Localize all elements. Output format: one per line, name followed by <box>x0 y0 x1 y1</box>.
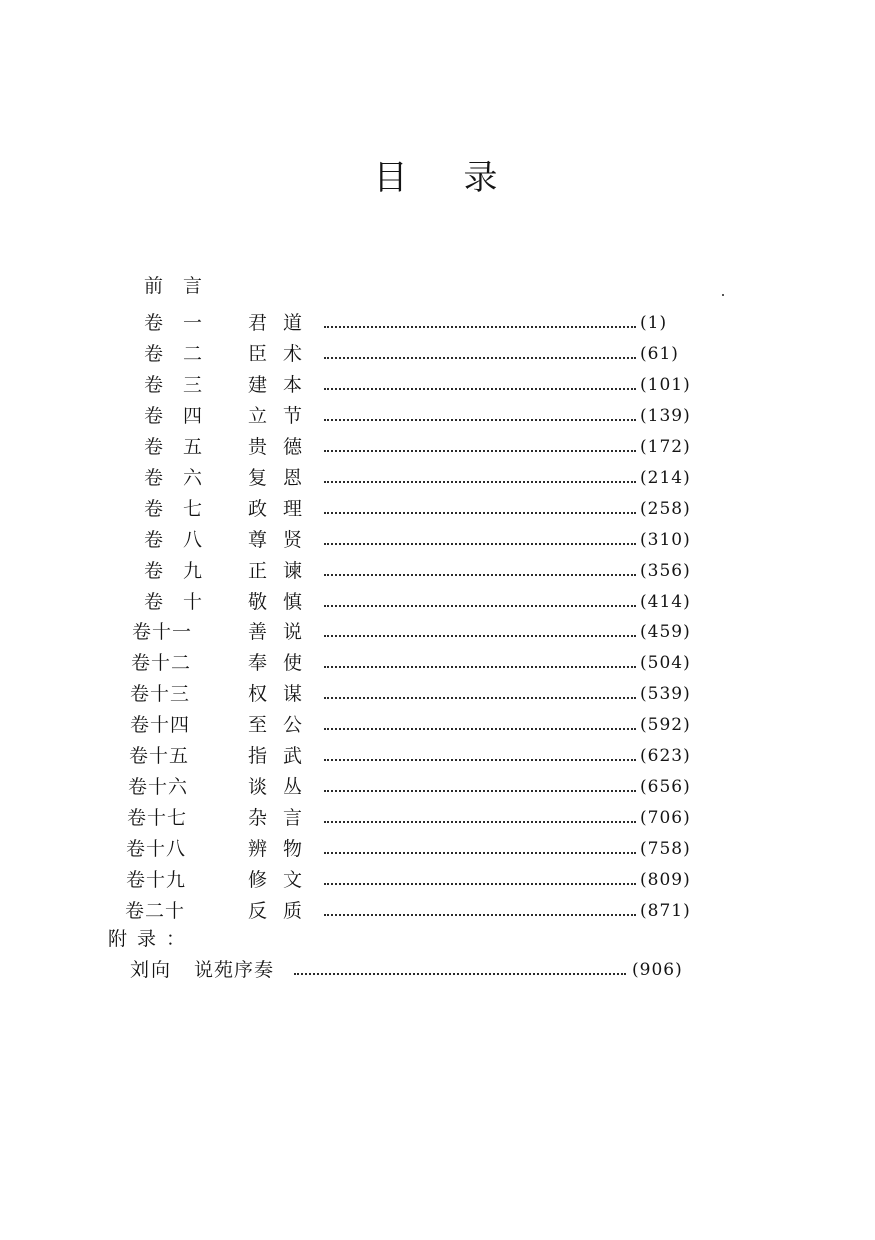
chapter-title: 反质 <box>248 900 319 922</box>
volume-label: 卷九 <box>144 560 223 582</box>
page-number: (1) <box>640 313 668 333</box>
chapter-title: 指武 <box>248 745 319 767</box>
page-number: (592) <box>640 715 691 735</box>
page-number: (214) <box>640 468 691 488</box>
dot-leader <box>324 728 636 730</box>
page-number: (310) <box>640 530 691 550</box>
volume-label: 卷十九 <box>126 869 187 891</box>
page-number: (172) <box>640 437 691 457</box>
chapter-title: 正谏 <box>248 560 319 582</box>
dot-leader <box>324 357 636 359</box>
appendix-author: 刘向 <box>130 959 173 981</box>
page-number: (656) <box>640 777 691 797</box>
appendix-dot-leader <box>294 973 626 975</box>
page-number: (871) <box>640 901 691 921</box>
volume-label: 卷十一 <box>132 621 193 643</box>
dot-leader <box>324 914 636 916</box>
dot-leader <box>324 481 636 483</box>
volume-label: 卷二十 <box>125 900 186 922</box>
chapter-title: 谈丛 <box>248 776 319 798</box>
page-number: (809) <box>640 870 691 890</box>
page-number: (356) <box>640 561 691 581</box>
dot-leader <box>324 388 636 390</box>
volume-label: 卷十三 <box>130 683 191 705</box>
dot-leader <box>324 419 636 421</box>
volume-label: 卷十 <box>144 591 223 613</box>
dot-leader <box>324 512 636 514</box>
page-number: (706) <box>640 808 691 828</box>
appendix-page-number: (906) <box>632 960 683 980</box>
chapter-title: 杂言 <box>248 807 319 829</box>
chapter-title: 奉使 <box>248 652 319 674</box>
chapter-title: 君道 <box>248 312 319 334</box>
dot-leader <box>324 790 636 792</box>
volume-label: 卷五 <box>144 436 223 458</box>
chapter-title: 复恩 <box>248 467 319 489</box>
page-title <box>0 150 875 199</box>
dot-leader <box>324 635 636 637</box>
chapter-title: 建本 <box>248 374 319 396</box>
chapter-title: 善说 <box>248 621 319 643</box>
chapter-title: 立节 <box>248 405 319 427</box>
title-char-1: 目 <box>373 158 412 198</box>
volume-label: 卷十六 <box>128 776 189 798</box>
volume-label: 卷八 <box>144 529 223 551</box>
dot-leader <box>324 697 636 699</box>
page-number: (623) <box>640 746 691 766</box>
page-number: (101) <box>640 375 691 395</box>
dot-leader <box>324 326 636 328</box>
dot-leader <box>324 759 636 761</box>
chapter-title: 至公 <box>248 714 319 736</box>
chapter-title: 敬慎 <box>248 591 319 613</box>
page-number: (258) <box>640 499 691 519</box>
chapter-title: 臣术 <box>248 343 319 365</box>
volume-label: 卷六 <box>144 467 223 489</box>
page-number: (539) <box>640 684 691 704</box>
page-number: (504) <box>640 653 691 673</box>
chapter-title: 权谋 <box>248 683 319 705</box>
chapter-title: 贵德 <box>248 436 319 458</box>
foreword-label: 前言 <box>144 275 223 297</box>
chapter-title: 尊贤 <box>248 529 319 551</box>
title-char-2: 录 <box>463 158 502 198</box>
volume-label: 卷十四 <box>130 714 191 736</box>
volume-label: 卷十八 <box>126 838 187 860</box>
dot-leader <box>324 666 636 668</box>
chapter-title: 辨物 <box>248 838 319 860</box>
page-number: (414) <box>640 592 691 612</box>
volume-label: 卷七 <box>144 498 223 520</box>
volume-label: 卷一 <box>144 312 223 334</box>
volume-label: 卷四 <box>144 405 223 427</box>
page-number: (758) <box>640 839 691 859</box>
page-number: (459) <box>640 622 691 642</box>
volume-label: 卷十七 <box>127 807 188 829</box>
volume-label: 卷十五 <box>129 745 190 767</box>
scan-speck <box>722 294 724 296</box>
dot-leader <box>324 543 636 545</box>
appendix-heading: 附录： <box>108 928 196 950</box>
dot-leader <box>324 574 636 576</box>
chapter-title: 修文 <box>248 869 319 891</box>
dot-leader <box>324 852 636 854</box>
dot-leader <box>324 605 636 607</box>
volume-label: 卷十二 <box>131 652 192 674</box>
dot-leader <box>324 821 636 823</box>
dot-leader <box>324 450 636 452</box>
volume-label: 卷二 <box>144 343 223 365</box>
chapter-title: 政理 <box>248 498 319 520</box>
page-number: (139) <box>640 406 691 426</box>
volume-label: 卷三 <box>144 374 223 396</box>
page-number: (61) <box>640 344 679 364</box>
appendix-title: 说苑序奏 <box>194 959 275 981</box>
dot-leader <box>324 883 636 885</box>
